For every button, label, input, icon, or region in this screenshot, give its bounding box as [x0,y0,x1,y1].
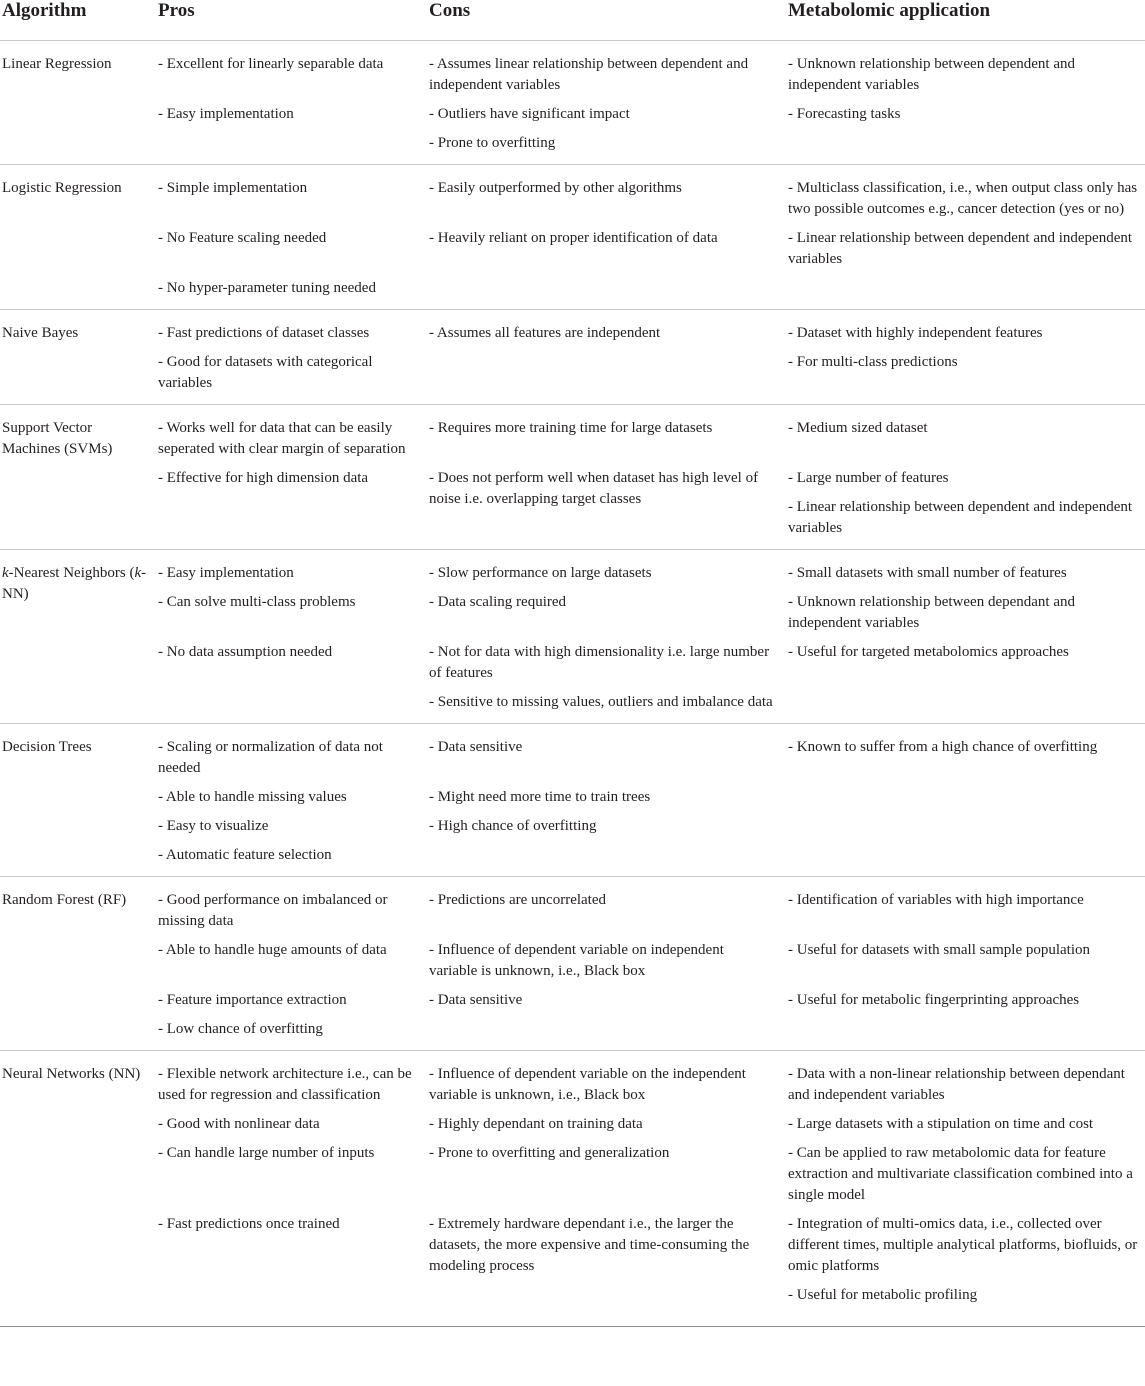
pros-cell [158,1114,413,1135]
bullet-text: - Assumes linear relationship between dependent and independent variables [429,56,749,93]
algorithm-name: Linear Regression [2,56,112,72]
bullet-text: - Multiclass classification, i.e., when output class only has two possible outcomes e.g., cancer detection (yes or no) [788,180,1138,217]
bullet-text: - Data with a non-linear relationship between dependant and independent variables [788,1066,1125,1103]
bullet-text: - No Feature scaling needed [158,230,327,246]
sub-row [0,228,1145,270]
sub-row [0,816,1145,837]
application-cell [788,1114,1145,1135]
bullet-text: - Useful for metabolic fingerprinting approaches [788,992,1080,1008]
sub-row [0,278,1145,299]
pros-cell [158,1019,413,1040]
bullet-text: - Fast predictions of dataset classes [158,325,370,341]
cons-cell [429,990,774,1011]
sub-row [0,642,1145,713]
cons-cell [429,323,774,344]
pros-cell [158,642,413,663]
bullet-text: - Able to handle missing values [158,789,347,805]
pros-cell [158,1143,413,1164]
table-row [0,405,1145,550]
bullet-text: - Works well for data that can be easily seperated with clear margin of separation [158,420,406,457]
bullet-text: - Outliers have significant impact [429,106,630,122]
algorithm-name: Support Vector Machines (SVMs) [2,420,113,457]
bullet-text: - Forecasting tasks [788,106,901,122]
pros-cell [158,592,413,613]
cons-cell [429,104,774,154]
pros-cell [158,228,413,249]
bullet-text: - Data sensitive [429,739,523,755]
sub-row [0,1019,1145,1040]
bullet-text: - Good with nonlinear data [158,1116,320,1132]
table-row [0,724,1145,877]
pros-cell [158,1214,413,1235]
bullet-text: - Can handle large number of inputs [158,1145,375,1161]
bullet-text: - Easy implementation [158,106,294,122]
pros-cell [158,990,413,1011]
sub-row [0,890,1145,932]
bullet-text: - Good for datasets with categorical variables [158,354,373,391]
bullet-text: - Easily outperformed by other algorithms [429,180,682,196]
cons-cell [429,178,774,199]
bullet-text: - Easy implementation [158,565,294,581]
bullet-text: - No data assumption needed [158,644,333,660]
bullet-text: - Excellent for linearly separable data [158,56,384,72]
bullet-text: - Predictions are uncorrelated [429,892,607,908]
application-cell [788,1143,1145,1206]
bullet-text: - Data sensitive [429,992,523,1008]
sub-row [0,990,1145,1011]
table-row [0,310,1145,405]
header-cons: Cons [429,0,471,21]
bullet-text: - Large datasets with a stipulation on time and cost [788,1116,1094,1132]
bullet-text: - Unknown relationship between dependent and independent variables [788,56,1075,93]
bullet-text: - Scaling or normalization of data not needed [158,739,383,776]
bullet-text: - Influence of dependent variable on the independent variable is unknown, i.e., Black box [429,1066,746,1103]
pros-cell [158,178,413,199]
pros-cell [158,468,413,489]
pros-cell [158,816,413,837]
application-cell [788,940,1145,961]
sub-row [0,1064,1145,1106]
bullet-text: - Automatic feature selection [158,847,332,863]
bullet-text: - Known to suffer from a high chance of overfitting [788,739,1098,755]
application-cell [788,468,1145,539]
pros-cell [158,787,413,808]
bullet-text: - Useful for metabolic profiling [788,1287,978,1303]
bullet-text: - Linear relationship between dependent and independent variables [788,499,1133,536]
header-algorithm: Algorithm [2,0,87,21]
sub-row [0,178,1145,220]
cons-cell [429,642,774,713]
bullet-text: - Useful for targeted metabolomics approaches [788,644,1069,660]
cons-cell [429,737,774,758]
bullet-text: - Prone to overfitting [429,135,556,151]
algorithm-name: Decision Trees [2,739,92,755]
sub-row [0,737,1145,779]
bullet-text: - Identification of variables with high importance [788,892,1084,908]
sub-row [0,1114,1145,1135]
algorithm-name: Neural Networks (NN) [2,1066,141,1082]
sub-row [0,787,1145,808]
bullet-text: - Easy to visualize [158,818,269,834]
bullet-text: - Low chance of overfitting [158,1021,323,1037]
cons-cell [429,940,774,982]
cons-cell [429,418,774,439]
application-cell [788,990,1145,1011]
bullet-text: - Heavily reliant on proper identification of data [429,230,718,246]
bullet-text: - Feature importance extraction [158,992,347,1008]
algorithm-name: Random Forest (RF) [2,892,127,908]
application-cell [788,228,1145,270]
algorithm-name-part: k [2,565,9,581]
bullet-text: - Able to handle huge amounts of data [158,942,387,958]
bullet-text: - Sensitive to missing values, outliers and imbalance data [429,694,773,710]
bullet-text: - Flexible network architecture i.e., can be used for regression and classification [158,1066,412,1103]
pros-cell [158,278,413,299]
application-cell [788,54,1145,96]
cons-cell [429,228,774,249]
bullet-text: - Fast predictions once trained [158,1216,340,1232]
pros-cell [158,845,413,866]
table-row [0,877,1145,1051]
algorithm-name-part: k [134,565,142,581]
table-header [0,0,1145,41]
bullet-text: - Unknown relationship between dependant and independent variables [788,594,1075,631]
cons-cell [429,1214,774,1277]
table-row [0,550,1145,724]
bullet-text: - Can be applied to raw metabolomic data for feature extraction and multivariate classification combined into a single model [788,1145,1133,1203]
application-cell [788,563,1145,584]
algorithm-name-part: -Nearest Neighbors ( [8,565,135,581]
application-cell [788,323,1145,373]
cons-cell [429,563,774,584]
bullet-text: - Does not perform well when dataset has high level of noise i.e. overlapping target classes [429,470,759,507]
sub-row [0,323,1145,394]
bullet-text: - High chance of overfitting [429,818,597,834]
header-application: Metabolomic application [788,0,991,21]
bullet-text: - Linear relationship between dependent and independent variables [788,230,1133,267]
pros-cell [158,418,413,460]
bullet-text: - Effective for high dimension data [158,470,369,486]
bullet-text: - Small datasets with small number of features [788,565,1067,581]
application-cell [788,418,1145,439]
cons-cell [429,890,774,911]
algorithm-name-part: -NN) [2,565,147,602]
bullet-text: - Useful for datasets with small sample population [788,942,1091,958]
cons-cell [429,468,774,510]
table-body [0,41,1145,1327]
pros-cell [158,890,413,932]
bullet-text: - Simple implementation [158,180,308,196]
cons-cell [429,592,774,613]
sub-row [0,845,1145,866]
bullet-text: - Slow performance on large datasets [429,565,652,581]
pros-cell [158,940,413,961]
cons-cell [429,54,774,96]
table-row [0,41,1145,165]
bullet-text: - Requires more training time for large datasets [429,420,713,436]
bullet-text: - For multi-class predictions [788,354,958,370]
sub-row [0,468,1145,539]
bullet-text: - Highly dependant on training data [429,1116,643,1132]
table-row [0,165,1145,310]
bullet-text: - Prone to overfitting and generalization [429,1145,670,1161]
sub-row [0,563,1145,584]
application-cell [788,890,1145,911]
pros-cell [158,323,413,394]
cons-cell [429,1064,774,1106]
bullet-text: - Dataset with highly independent features [788,325,1043,341]
sub-row [0,104,1145,154]
bullet-text: - Extremely hardware dependant i.e., the larger the datasets, the more expensive and time-consuming the modeling process [429,1216,750,1274]
algorithm-name: Naive Bayes [2,325,79,341]
sub-row [0,592,1145,634]
application-cell [788,1214,1145,1306]
table-row [0,1051,1145,1327]
pros-cell [158,104,413,125]
bullet-text: - Not for data with high dimensionality i.e. large number of features [429,644,770,681]
pros-cell [158,54,413,75]
cons-cell [429,1143,774,1164]
bullet-text: - No hyper-parameter tuning needed [158,280,376,296]
pros-cell [158,563,413,584]
sub-row [0,418,1145,460]
bullet-text: - Can solve multi-class problems [158,594,356,610]
algorithm-name: Logistic Regression [2,180,122,196]
sub-row [0,1214,1145,1306]
header-pros: Pros [158,0,195,21]
sub-row [0,940,1145,982]
application-cell [788,1064,1145,1106]
cons-cell [429,787,774,808]
pros-cell [158,1064,413,1106]
bullet-text: - Integration of multi-omics data, i.e., collected over different times, multiple analytical platforms, biofluids, or omic platforms [788,1216,1138,1274]
cons-cell [429,816,774,837]
bullet-text: - Assumes all features are independent [429,325,661,341]
bullet-text: - Large number of features [788,470,949,486]
pros-cell [158,737,413,779]
application-cell [788,592,1145,634]
bullet-text: - Medium sized dataset [788,420,928,436]
bullet-text: - Might need more time to train trees [429,789,651,805]
application-cell [788,737,1145,758]
bullet-text: - Data scaling required [429,594,567,610]
cons-cell [429,1114,774,1135]
bullet-text: - Good performance on imbalanced or missing data [158,892,388,929]
sub-row [0,1143,1145,1206]
application-cell [788,104,1145,125]
bullet-text: - Influence of dependent variable on independent variable is unknown, i.e., Black box [429,942,724,979]
application-cell [788,178,1145,220]
application-cell [788,642,1145,663]
sub-row [0,54,1145,96]
